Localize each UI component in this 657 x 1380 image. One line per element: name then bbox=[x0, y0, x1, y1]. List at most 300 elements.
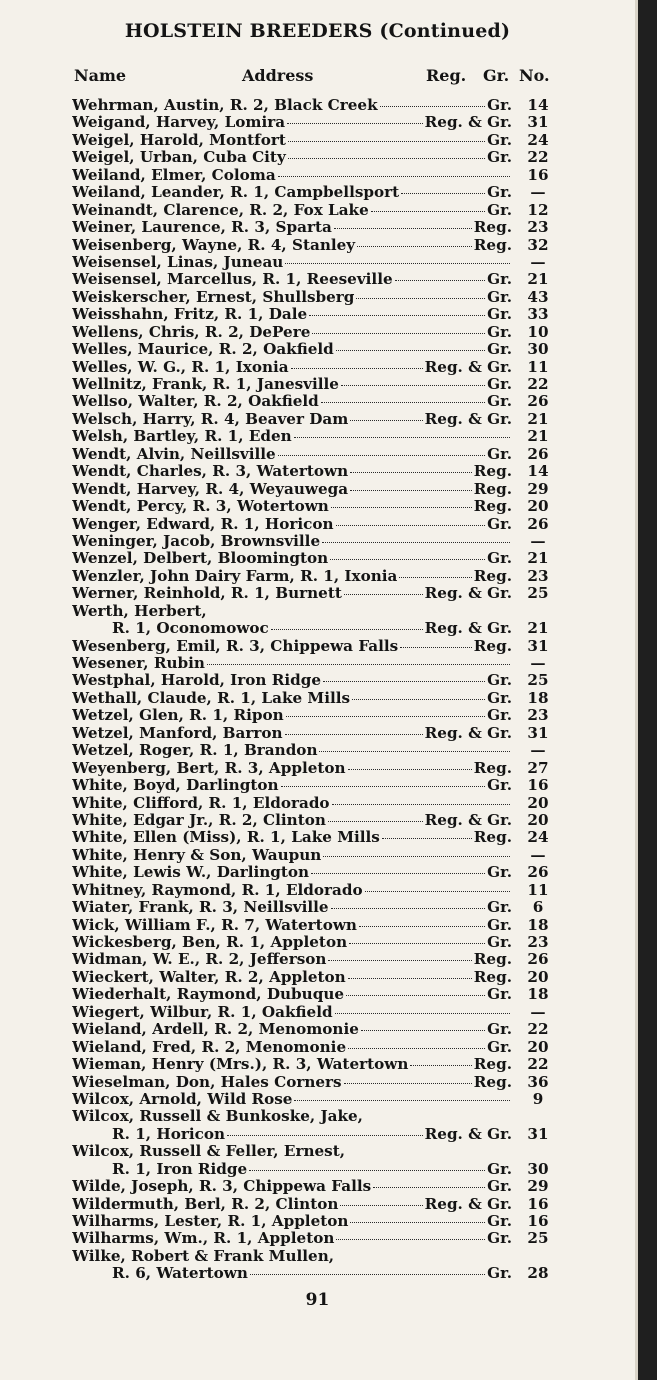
list-item bbox=[72, 1039, 562, 1056]
entry-line bbox=[72, 202, 512, 219]
list-item bbox=[72, 393, 562, 410]
entry-name-address: Weigand, Harvey, Lomira bbox=[72, 114, 286, 132]
entry-registration-type: Reg. bbox=[473, 1056, 512, 1074]
entry-name-address: Whitney, Raymond, R. 1, Eldorado bbox=[72, 881, 363, 899]
entry-registration-type: Gr. bbox=[487, 1160, 512, 1178]
entry-number bbox=[516, 1108, 560, 1125]
entry-number: 20 bbox=[527, 793, 549, 812]
entry-registration-type: Gr. bbox=[487, 934, 512, 951]
entry-number: — bbox=[530, 741, 546, 760]
entry-line bbox=[72, 777, 512, 794]
dot-leader bbox=[285, 263, 510, 264]
entry-line bbox=[72, 1056, 512, 1073]
entry-name-address: Wilharms, Lester, R. 1, Appleton bbox=[72, 1213, 349, 1230]
entry-name-address: Wieland, Ardell, R. 2, Menomonie bbox=[72, 1021, 359, 1039]
dot-leader bbox=[357, 246, 472, 247]
entry-registration-type: Reg. bbox=[473, 463, 512, 481]
entry-registration-type: Gr. bbox=[487, 1038, 512, 1056]
dot-leader bbox=[328, 821, 423, 822]
dot-leader bbox=[323, 856, 510, 857]
list-item bbox=[72, 1021, 562, 1038]
dot-leader bbox=[249, 1170, 485, 1171]
dot-leader bbox=[352, 699, 485, 700]
entry-line bbox=[72, 324, 512, 341]
entry-line bbox=[72, 149, 512, 166]
entry-name-address: Wickesberg, Ben, R. 1, Appleton bbox=[72, 934, 348, 951]
dot-leader bbox=[312, 333, 485, 334]
entry-line bbox=[72, 516, 512, 533]
dot-leader bbox=[344, 594, 423, 595]
dot-leader bbox=[271, 629, 423, 630]
entry-line bbox=[72, 795, 512, 812]
entry-name-address: White, Edgar Jr., R. 2, Clinton bbox=[72, 811, 326, 829]
list-item bbox=[72, 899, 562, 916]
entry-number: — bbox=[530, 1002, 546, 1021]
list-item bbox=[72, 777, 562, 794]
entry-registration-type: Gr. bbox=[487, 1230, 512, 1248]
list-item bbox=[72, 132, 562, 149]
list-item bbox=[72, 481, 562, 498]
entry-number: 22 bbox=[527, 1055, 549, 1074]
dot-leader bbox=[335, 1013, 510, 1014]
entry-name-address: R. 1, Iron Ridge bbox=[112, 1160, 248, 1178]
entry-name-address: Wenzel, Delbert, Bloomington bbox=[72, 550, 329, 568]
list-item bbox=[72, 829, 562, 846]
list-item bbox=[72, 271, 562, 288]
entry-registration-type: Reg. & Gr. bbox=[424, 724, 512, 742]
entry-number: 16 bbox=[527, 776, 549, 795]
entry-number: 24 bbox=[527, 130, 549, 149]
breeder-list bbox=[72, 97, 562, 1283]
entry-number: 26 bbox=[527, 950, 549, 969]
entry-name-address: Weiland, Leander, R. 1, Campbellsport bbox=[72, 184, 400, 202]
entry-name-address: Wick, William F., R. 7, Watertown bbox=[72, 916, 357, 934]
entry-name-address: Wendt, Alvin, Neillsville bbox=[72, 445, 276, 463]
entry-registration-type: Gr. bbox=[487, 899, 512, 917]
entry-number: 26 bbox=[527, 444, 549, 463]
column-header-no: No. bbox=[519, 66, 550, 85]
entry-registration-type: Reg. bbox=[473, 498, 512, 516]
dot-leader bbox=[328, 960, 471, 961]
list-item bbox=[72, 795, 562, 812]
entry-line bbox=[72, 899, 512, 916]
dot-leader bbox=[331, 507, 472, 508]
list-item bbox=[72, 428, 562, 445]
dot-leader bbox=[311, 873, 485, 874]
dot-leader bbox=[291, 368, 423, 369]
entry-name-address: White, Ellen (Miss), R. 1, Lake Mills bbox=[72, 829, 380, 847]
list-item bbox=[72, 1056, 562, 1073]
entry-line bbox=[72, 829, 512, 846]
dot-leader bbox=[288, 158, 485, 159]
entry-line bbox=[72, 1108, 512, 1125]
dot-leader bbox=[285, 734, 423, 735]
entry-line bbox=[72, 237, 512, 254]
entry-line bbox=[72, 917, 512, 934]
dot-leader bbox=[319, 751, 510, 752]
dot-leader bbox=[350, 1222, 485, 1223]
list-item bbox=[72, 254, 562, 271]
entry-registration-type: Gr. bbox=[487, 689, 512, 707]
entry-number: 20 bbox=[527, 967, 549, 986]
list-item bbox=[72, 1196, 562, 1213]
entry-line bbox=[72, 481, 512, 498]
list-item bbox=[72, 289, 562, 306]
entry-name-address: Weisensel, Marcellus, R. 1, Reeseville bbox=[72, 271, 393, 289]
entry-registration-type: Reg. bbox=[473, 1073, 512, 1091]
dot-leader bbox=[344, 1083, 472, 1084]
entry-number: 10 bbox=[527, 322, 549, 341]
entry-number: 21 bbox=[527, 619, 549, 638]
entry-registration-type: Gr. bbox=[487, 323, 512, 341]
entry-line bbox=[72, 672, 512, 689]
list-item bbox=[72, 446, 562, 463]
entry-line bbox=[72, 1178, 512, 1195]
entry-line bbox=[72, 184, 512, 201]
dot-leader bbox=[373, 1187, 485, 1188]
entry-name-address: Werner, Reinhold, R. 1, Burnett bbox=[72, 585, 342, 603]
entry-line bbox=[72, 411, 512, 428]
column-header-name: Name bbox=[74, 66, 127, 85]
list-item bbox=[72, 1091, 562, 1108]
entry-line bbox=[72, 934, 512, 951]
dot-leader bbox=[294, 1100, 510, 1101]
entry-registration-type: Reg. bbox=[473, 951, 512, 969]
entry-number: — bbox=[530, 845, 546, 864]
entry-line bbox=[72, 1265, 512, 1282]
entry-name-address: Wesener, Rubin bbox=[72, 655, 205, 672]
entry-line bbox=[72, 760, 512, 777]
entry-number: 23 bbox=[527, 218, 549, 237]
entry-number: — bbox=[530, 654, 546, 672]
list-item bbox=[72, 237, 562, 254]
entry-number: 18 bbox=[527, 985, 549, 1004]
list-item bbox=[72, 742, 562, 759]
dot-leader bbox=[350, 490, 472, 491]
entry-number: 16 bbox=[527, 165, 549, 184]
entry-name-address: Wellso, Walter, R. 2, Oakfield bbox=[72, 393, 319, 411]
dot-leader bbox=[349, 943, 485, 944]
dot-leader bbox=[250, 1274, 485, 1275]
list-item bbox=[72, 341, 562, 358]
dot-leader bbox=[322, 542, 510, 543]
entry-line bbox=[72, 707, 512, 724]
entry-line bbox=[72, 1143, 512, 1160]
dot-leader bbox=[207, 664, 510, 665]
entry-registration-type: Gr. bbox=[487, 97, 512, 114]
entry-registration-type: Reg. bbox=[473, 759, 512, 777]
entry-name-address: Weigel, Harold, Montfort bbox=[72, 131, 286, 149]
entry-registration-type: Gr. bbox=[487, 271, 512, 289]
dot-leader bbox=[350, 472, 472, 473]
entry-line bbox=[72, 1039, 512, 1056]
entry-name-address: Wendt, Charles, R. 3, Watertown bbox=[72, 463, 349, 481]
dot-leader bbox=[323, 681, 485, 682]
entry-name-address: Weinandt, Clarence, R. 2, Fox Lake bbox=[72, 201, 369, 219]
entry-name-address: Wilke, Robert & Frank Mullen, bbox=[72, 1247, 335, 1265]
entry-name-address: Wilcox, Russell & Feller, Ernest, bbox=[72, 1143, 346, 1161]
entry-line bbox=[72, 97, 512, 114]
entry-registration-type: Reg. bbox=[473, 567, 512, 585]
entry-number bbox=[516, 1143, 560, 1160]
entry-number: 12 bbox=[527, 200, 549, 219]
entry-number: 27 bbox=[527, 758, 549, 777]
column-header-gr: Gr. bbox=[483, 66, 510, 85]
entry-line bbox=[72, 393, 512, 410]
entry-number: 28 bbox=[527, 1264, 549, 1283]
entry-name-address: Wenger, Edward, R. 1, Horicon bbox=[72, 515, 334, 533]
entry-registration-type: Gr. bbox=[487, 515, 512, 533]
entry-line bbox=[72, 271, 512, 288]
entry-registration-type: Gr. bbox=[487, 986, 512, 1004]
entry-line bbox=[72, 603, 512, 620]
entry-registration-type: Reg. & Gr. bbox=[424, 1195, 512, 1213]
entry-name-address: R. 1, Oconomowoc bbox=[112, 620, 269, 638]
entry-number: 21 bbox=[527, 427, 549, 446]
entry-name-address: Westphal, Harold, Iron Ridge bbox=[72, 672, 322, 690]
entry-number: 11 bbox=[527, 357, 549, 376]
entry-line bbox=[72, 498, 512, 515]
entry-name-address: Wilharms, Wm., R. 1, Appleton bbox=[72, 1230, 335, 1248]
entry-number: — bbox=[530, 531, 546, 550]
entry-line bbox=[72, 882, 512, 899]
entry-name-address: Wieland, Fred, R. 2, Menomonie bbox=[72, 1038, 347, 1056]
entry-line bbox=[72, 289, 512, 306]
list-item bbox=[72, 655, 562, 672]
entry-line bbox=[72, 341, 512, 358]
list-item bbox=[72, 969, 562, 986]
list-item bbox=[72, 1213, 562, 1230]
dot-leader bbox=[399, 577, 471, 578]
entry-line bbox=[72, 533, 512, 550]
entry-registration-type: Gr. bbox=[487, 1021, 512, 1039]
entry-name-address: Welsch, Harry, R. 4, Beaver Dam bbox=[72, 410, 349, 428]
entry-number: 23 bbox=[527, 566, 549, 585]
entry-registration-type: Gr. bbox=[487, 393, 512, 411]
entry-name-address: Wieckert, Walter, R. 2, Appleton bbox=[72, 968, 346, 986]
entry-number: 21 bbox=[527, 270, 549, 289]
entry-name-address: Wilcox, Russell & Bunkoske, Jake, bbox=[72, 1108, 363, 1126]
dot-leader bbox=[356, 298, 485, 299]
dot-leader bbox=[309, 315, 485, 316]
list-item bbox=[72, 1108, 562, 1125]
dot-leader bbox=[348, 769, 472, 770]
entry-line bbox=[72, 1213, 512, 1230]
entry-line bbox=[72, 446, 512, 463]
entry-line bbox=[72, 864, 512, 881]
list-item bbox=[72, 463, 562, 480]
list-item bbox=[72, 359, 562, 376]
list-item bbox=[72, 167, 562, 184]
entry-number: 18 bbox=[527, 688, 549, 707]
entry-number: 11 bbox=[527, 880, 549, 899]
entry-number: 20 bbox=[527, 810, 549, 829]
entry-number: 22 bbox=[527, 148, 549, 167]
entry-name-address: Wethall, Claude, R. 1, Lake Mills bbox=[72, 689, 351, 707]
dot-leader bbox=[278, 176, 510, 177]
list-item bbox=[72, 550, 562, 567]
entry-number: 31 bbox=[527, 723, 549, 742]
entry-registration-type: Gr. bbox=[487, 916, 512, 934]
entry-registration-type: Reg. & Gr. bbox=[424, 114, 512, 132]
entry-name-address: Wetzel, Roger, R. 1, Brandon bbox=[72, 742, 318, 760]
list-item bbox=[72, 376, 562, 393]
entry-registration-type: Gr. bbox=[487, 376, 512, 393]
entry-line bbox=[72, 1230, 512, 1247]
entry-registration-type: Reg. & Gr. bbox=[424, 358, 512, 376]
entry-number: 25 bbox=[527, 671, 549, 690]
dot-leader bbox=[336, 350, 485, 351]
entry-number: 33 bbox=[527, 305, 549, 324]
dot-leader bbox=[348, 1048, 485, 1049]
entry-number: 20 bbox=[527, 1037, 549, 1056]
entry-number: 16 bbox=[527, 1194, 549, 1213]
entry-registration-type: Reg. & Gr. bbox=[424, 585, 512, 603]
entry-line bbox=[72, 463, 512, 480]
list-item bbox=[72, 672, 562, 689]
entry-number: 25 bbox=[527, 1229, 549, 1248]
entry-registration-type: Gr. bbox=[487, 445, 512, 463]
entry-line bbox=[72, 568, 512, 585]
entry-registration-type: Gr. bbox=[487, 306, 512, 324]
dot-leader bbox=[334, 228, 472, 229]
entry-line bbox=[72, 306, 512, 323]
dot-leader bbox=[227, 1135, 423, 1136]
entry-registration-type: Gr. bbox=[487, 288, 512, 306]
entry-registration-type: Gr. bbox=[487, 131, 512, 149]
page-number: 91 bbox=[305, 1290, 330, 1310]
dot-leader bbox=[410, 1065, 471, 1066]
entry-line bbox=[72, 742, 512, 759]
entry-line bbox=[72, 132, 512, 149]
entry-line bbox=[72, 969, 512, 986]
list-item bbox=[72, 812, 562, 829]
list-item bbox=[72, 986, 562, 1003]
entry-name-address: Widman, W. E., R. 2, Jefferson bbox=[72, 951, 327, 969]
entry-line bbox=[72, 376, 512, 393]
entry-line bbox=[72, 114, 512, 131]
entry-registration-type: Reg. & Gr. bbox=[424, 811, 512, 829]
entry-number: 29 bbox=[527, 479, 549, 498]
entry-number: 14 bbox=[527, 96, 549, 114]
entry-registration-type: Gr. bbox=[487, 201, 512, 219]
list-item bbox=[72, 516, 562, 533]
entry-registration-type: Gr. bbox=[487, 1265, 512, 1283]
dot-leader bbox=[361, 1030, 485, 1031]
dot-leader bbox=[401, 193, 485, 194]
entry-name-address: Wieman, Henry (Mrs.), R. 3, Watertown bbox=[72, 1056, 409, 1074]
entry-registration-type: Gr. bbox=[487, 184, 512, 202]
entry-number: 31 bbox=[527, 636, 549, 655]
entry-number: 16 bbox=[527, 1212, 549, 1230]
dot-leader bbox=[348, 978, 472, 979]
list-item bbox=[72, 1004, 562, 1021]
entry-line bbox=[72, 1004, 512, 1021]
entry-line bbox=[72, 167, 512, 184]
entry-number: 9 bbox=[532, 1089, 544, 1108]
list-item bbox=[72, 1265, 562, 1282]
list-item bbox=[72, 603, 562, 620]
list-item bbox=[72, 917, 562, 934]
entry-number: 26 bbox=[527, 392, 549, 411]
entry-number: 22 bbox=[527, 375, 549, 393]
dot-leader bbox=[395, 280, 485, 281]
entry-number: 25 bbox=[527, 584, 549, 603]
entry-name-address: Wieselman, Don, Hales Corners bbox=[72, 1073, 342, 1091]
entry-registration-type: Gr. bbox=[487, 550, 512, 568]
entry-name-address: White, Clifford, R. 1, Eldorado bbox=[72, 794, 330, 812]
entry-name-address: Weninger, Jacob, Brownsville bbox=[72, 532, 321, 550]
list-item bbox=[72, 882, 562, 899]
dot-leader bbox=[281, 786, 486, 787]
entry-number: 21 bbox=[527, 549, 549, 568]
entry-registration-type: Gr. bbox=[487, 149, 512, 167]
entry-registration-type: Reg. bbox=[473, 968, 512, 986]
list-item bbox=[72, 411, 562, 428]
entry-number: 26 bbox=[527, 863, 549, 882]
dot-leader bbox=[278, 455, 485, 456]
list-item bbox=[72, 533, 562, 550]
entry-name-address: Welsh, Bartley, R. 1, Eden bbox=[72, 428, 292, 446]
list-item bbox=[72, 1178, 562, 1195]
entry-line bbox=[72, 550, 512, 567]
entry-name-address: Wellens, Chris, R. 2, DePere bbox=[72, 323, 311, 341]
entry-number: 30 bbox=[527, 1159, 549, 1178]
entry-line bbox=[72, 254, 512, 271]
entry-name-address: Weiland, Elmer, Coloma bbox=[72, 166, 276, 184]
entry-line bbox=[72, 1161, 512, 1178]
entry-name-address: Wendt, Harvey, R. 4, Weyauwega bbox=[72, 480, 349, 498]
dot-leader bbox=[400, 647, 472, 648]
list-item bbox=[72, 219, 562, 236]
entry-name-address: Wehrman, Austin, R. 2, Black Creek bbox=[72, 97, 378, 114]
entry-name-address: Weyenberg, Bert, R. 3, Appleton bbox=[72, 759, 346, 777]
list-item bbox=[72, 324, 562, 341]
entry-number bbox=[516, 603, 560, 620]
entry-number: 26 bbox=[527, 514, 549, 533]
entry-number: 31 bbox=[527, 113, 549, 132]
entry-registration-type: Gr. bbox=[487, 1178, 512, 1196]
list-item bbox=[72, 1126, 562, 1143]
page-title: HOLSTEIN BREEDERS (Continued) bbox=[124, 20, 511, 42]
entry-name-address: White, Lewis W., Darlington bbox=[72, 864, 310, 882]
entry-registration-type: Reg. & Gr. bbox=[424, 410, 512, 428]
entry-line bbox=[72, 1091, 512, 1108]
list-item bbox=[72, 498, 562, 515]
entry-line bbox=[72, 725, 512, 742]
entry-name-address: Werth, Herbert, bbox=[72, 602, 207, 620]
entry-registration-type: Gr. bbox=[487, 707, 512, 725]
entry-name-address: Wetzel, Glen, R. 1, Ripon bbox=[72, 707, 284, 725]
dot-leader bbox=[341, 385, 485, 386]
list-item bbox=[72, 725, 562, 742]
list-item bbox=[72, 184, 562, 201]
entry-line bbox=[72, 1248, 512, 1265]
list-item bbox=[72, 707, 562, 724]
entry-line bbox=[72, 1021, 512, 1038]
list-item bbox=[72, 864, 562, 881]
entry-number: 43 bbox=[527, 287, 549, 306]
entry-line bbox=[72, 690, 512, 707]
dot-leader bbox=[346, 995, 485, 996]
entry-number: 20 bbox=[527, 497, 549, 516]
entry-name-address: Wellnitz, Frank, R. 1, Janesville bbox=[72, 376, 339, 393]
entry-registration-type: Reg. bbox=[473, 829, 512, 847]
column-header-reg: Reg. bbox=[426, 66, 467, 85]
entry-name-address: Weisensel, Linas, Juneau bbox=[72, 253, 284, 271]
entry-line bbox=[72, 1196, 512, 1213]
entry-name-address: Wetzel, Manford, Barron bbox=[72, 724, 283, 742]
